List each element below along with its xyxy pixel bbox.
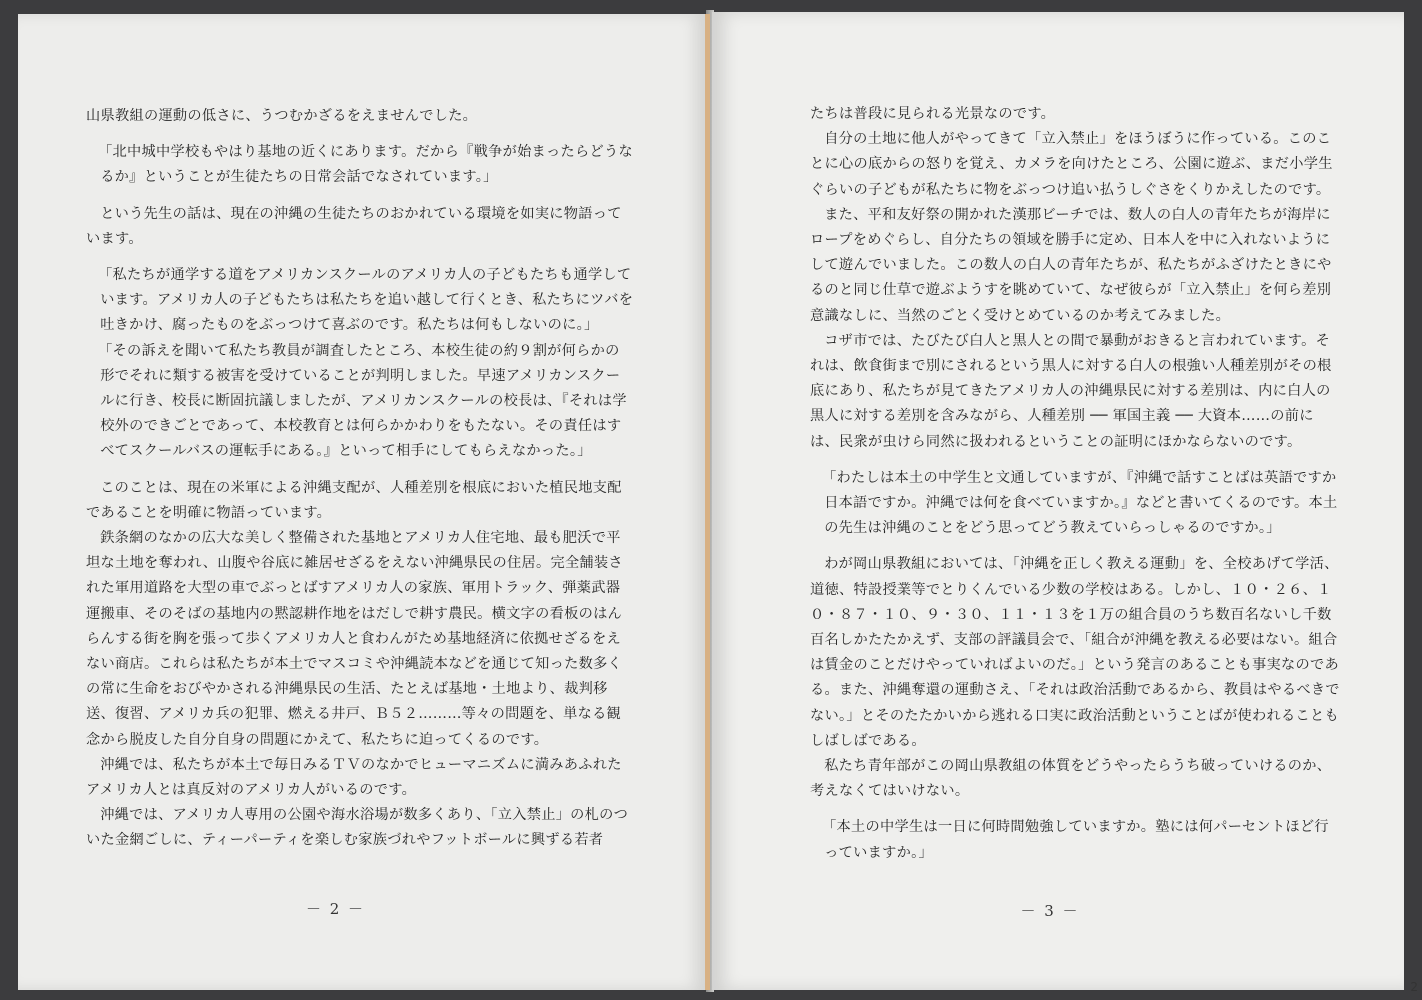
left-page-body bbox=[86, 104, 634, 854]
paragraph: 自分の土地に他人がやってきて「立入禁止」をほうぼうに作っている。このことに心の底からの怒りを覚え、カメラを向けたところ、公園に遊ぶ、まだ小学生ぐらいの子どもが私たちに物をぶっつけ追い払うしぐさをくりかえしたのです。 bbox=[810, 131, 1333, 198]
quote-paragraph: 「私たちが通学する道をアメリカンスクールのアメリカ人の子どもたちも通学しています。アメリカ人の子どもたちは私たちを追い越して行くとき、私たちにツバを吐きかけ、腐ったものをぶっつけて喜ぶのです。私たちは何もしないのに。」 bbox=[98, 267, 634, 334]
paragraph: わが岡山県教組においては、「沖縄を正しく教える運動」を、全校あげて学活、道徳、特設授業等でとりくんでいる少数の学校はある。しかし、１０・２６、１０・８７・１０、９・３０、１１・１３を１万の組合員のうち数百名ないし千数百名しかたたかえず、支部の評議員会で、「組合が沖縄を教える必要はない。組合は賃金のことだけやっていればよいのだ。」という発言のあることも事実なのである。また、沖縄奪還の運動さえ、「それは政治活動であるから、教員はやるべきでない。」とそのたたかいから逃れる口実に政治活動ということばが使われることもしばしばである。 bbox=[810, 556, 1340, 749]
paragraph: 沖縄では、私たちが本土で毎日みるＴＶのなかでヒューマニズムに満みあふれたアメリカ人とは真反対のアメリカ人がいるのです。 bbox=[86, 756, 622, 799]
paragraph: 沖縄では、アメリカ人専用の公園や海水浴場が数多くあり、「立入禁止」の札のついた金網ごしに、ティーパーティを楽しむ家族づれやフットボールに興ずる若者 bbox=[86, 807, 629, 849]
paragraph: たちは普段に見られる光景なのです。 bbox=[810, 106, 1056, 122]
left-page bbox=[18, 14, 710, 990]
right-page-body bbox=[810, 102, 1342, 866]
quote-paragraph: 「本土の中学生は一日に何時間勉強していますか。塾には何パーセントほど行っていますか。」 bbox=[822, 819, 1329, 861]
paragraph: コザ市では、たびたび白人と黒人との間で暴動がおきると言われています。それは、飲食街まで別にされるという黒人に対する白人の根強い人種差別がその根底にあり、私たちが見てきたアメリカ人の沖縄県民に対する差別は、内に白人の黒人に対する差別を含みながら、人種差別 ── 軍国主義 ── 大資本……の前には、民衆が虫けら同然に扱われるということの証明にほかならないのです。 bbox=[810, 332, 1332, 450]
right-page bbox=[712, 12, 1404, 990]
paragraph: また、平和友好祭の開かれた漢那ビーチでは、数人の白人の青年たちが海岸にロープをめぐらし、自分たちの領域を勝手に定め、日本人を中に入れないようにして遊んでいました。この数人の白人の青年たちが、私たちがふざけたときにやるのと同じ仕草で遊ぶようすを眺めていて、なぜ彼らが「立入禁止」を何ら差別意識なしに、当然のごとく受けとめているのか考えてみました。 bbox=[810, 206, 1332, 324]
page-number: － 3 － bbox=[1020, 902, 1080, 920]
paragraph: 鉄条網のなかの広大な美しく整備された基地とアメリカ人住宅地、最も肥沃で平坦な土地を奪われ、山腹や谷底に雑居せざるをえない沖縄県民の住居。完全舗装された軍用道路を大型の車でぶっとばすアメリカ人の家族、軍用トラック、弾薬武器運搬車、そのそばの基地内の黙認耕作地をはだしで耕す農民。横文字の看板のはんらんする街を胸を張って歩くアメリカ人と食わんがため基地経済に依拠せざるをえない商店。これらは私たちが本土でマスコミや沖縄読本などを通じて知った数多くの常に生命をおびやかされる沖縄県民の生活、たとえば基地・土地より、裁判移送、復習、アメリカ兵の犯罪、燃える井戸、Ｂ５２………等々の問題を、単なる観念から脱皮した自分自身の問題にかえて、私たちに迫ってくるのです。 bbox=[86, 530, 623, 748]
page-number: － 2 － bbox=[305, 900, 366, 918]
quote-paragraph: 「北中城中学校もやはり基地の近くにあります。だから『戦争が始まったらどうなるか』ということが生徒たちの日常会話でなされています。」 bbox=[98, 144, 633, 186]
paragraph: 山県教組の運動の低さに、うつむかざるをえませんでした。 bbox=[86, 108, 478, 124]
corner-mark: 2 bbox=[1410, 980, 1418, 994]
paragraph: 私たち青年部がこの岡山県教組の体質をどうやったらうち破っていけるのか、考えなくてはいけない。 bbox=[810, 758, 1332, 800]
quote-paragraph: 「その訴えを聞いて私たち教員が調査したところ、本校生徒の約９割が何らかの形でそれに類する被害を受けていることが判明しました。早速アメリカンスクールに行き、校長に断固抗議しましたが、アメリカンスクールの校長は、『それは学校外のできごとであって、本校教育とは何らかかわりをもたない。その責任はすべてスクールバスの運転手にある。』といって相手にしてもらえなかった。」 bbox=[98, 342, 627, 460]
paragraph: という先生の話は、現在の沖縄の生徒たちのおかれている環境を如実に物語っています。 bbox=[86, 205, 622, 247]
quote-paragraph: 「わたしは本土の中学生と文通していますが、『沖縄で話すことばは英語ですか日本語ですか。沖縄では何を食べていますか。』などと書いてくるのです。本土の先生は沖縄のことをどう思ってどう教えていらっしゃるのですか。」 bbox=[822, 469, 1338, 537]
paragraph: このことは、現在の米軍による沖縄支配が、人種差別を根底においた植民地支配であることを明確に物語っています。 bbox=[86, 479, 622, 521]
